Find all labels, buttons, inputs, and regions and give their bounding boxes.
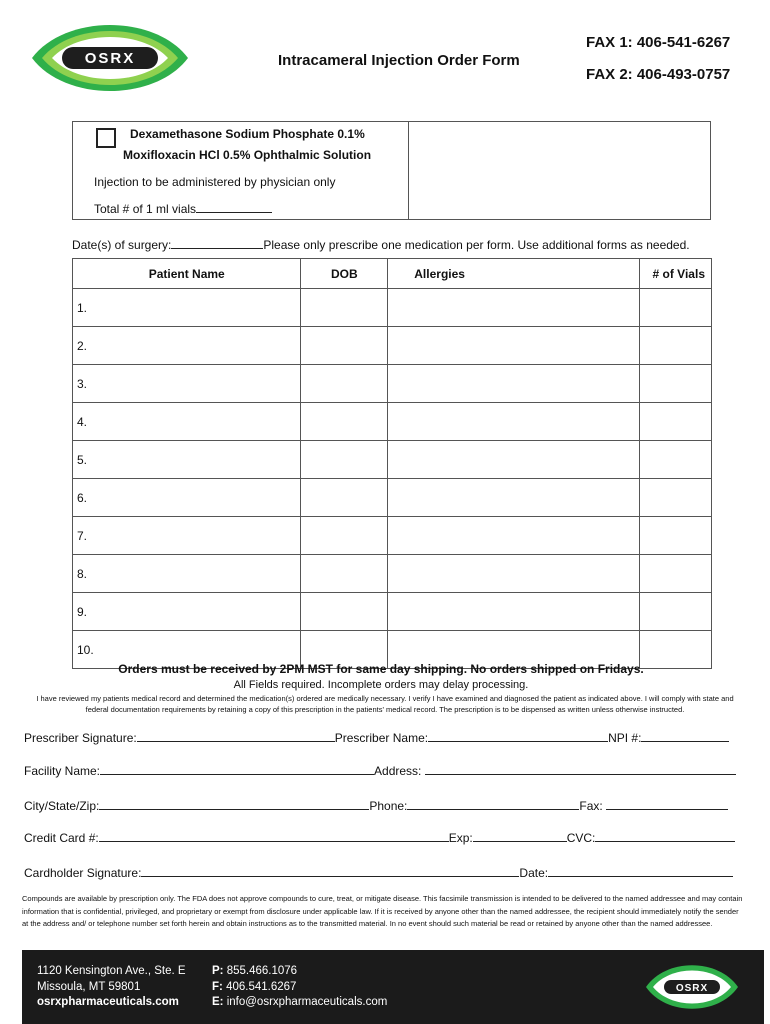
facility-name-label: Facility Name: xyxy=(24,764,101,778)
patients-table xyxy=(72,258,712,669)
prescriber-name-label: Prescriber Name: xyxy=(334,731,429,745)
one-medication-note: Please only prescribe one medication per form. Use additional forms as needed. xyxy=(263,238,690,252)
total-vials-blank[interactable] xyxy=(196,200,272,213)
patient-name-cell[interactable]: 6. xyxy=(73,479,301,517)
total-vials-field[interactable] xyxy=(94,200,272,216)
dob-cell[interactable] xyxy=(301,327,388,365)
vials-cell[interactable] xyxy=(639,403,711,441)
logo-text: OSRX xyxy=(84,50,136,67)
credit-card-label: Credit Card #: xyxy=(24,831,99,845)
city-state-zip-field[interactable] xyxy=(99,797,369,810)
fax-number-1: FAX 1: 406-541-6267 xyxy=(586,34,731,51)
footer-contact xyxy=(212,964,387,1011)
vials-cell[interactable] xyxy=(639,593,711,631)
city-state-zip-label: City/State/Zip: xyxy=(24,799,100,813)
patient-name-cell[interactable]: 2. xyxy=(73,327,301,365)
footer xyxy=(22,950,764,1024)
credit-card-field[interactable] xyxy=(99,829,449,842)
vials-cell[interactable] xyxy=(639,441,711,479)
cvc-field[interactable] xyxy=(595,829,735,842)
vials-cell[interactable] xyxy=(639,327,711,365)
footer-logo-text: OSRX xyxy=(675,983,709,994)
medication-line-2: Moxifloxacin HCl 0.5% Ophthalmic Solution xyxy=(123,148,372,162)
npi-label: NPI #: xyxy=(608,731,642,745)
header-dob: DOB xyxy=(301,259,388,289)
legal-fine-print: Compounds are available by prescription only. The FDA does not approve compounds to cure, treat, or mitigate disease. This facsimile transmission is intended to be delivered to the named addressee and may contain information that is confidential, privileged, and proprietary or exempt from disclosure under applicable law. If it is received by anyone other than the named addressee, the recipient should immediately notify the sender at the address and/ or telephone number set forth herein and obtain instructions as to the transmitted material. In no event should such material be read or retained by anyone other than the named addressee. xyxy=(22,894,743,928)
allergies-cell[interactable] xyxy=(388,593,639,631)
exp-label: Exp: xyxy=(448,831,473,845)
dob-cell[interactable] xyxy=(301,365,388,403)
npi-field[interactable] xyxy=(641,729,729,742)
footer-osrx-logo xyxy=(644,956,740,1018)
patient-name-cell[interactable]: 7. xyxy=(73,517,301,555)
footer-address-line-2: Missoula, MT 59801 xyxy=(37,980,141,993)
date-field[interactable] xyxy=(548,864,733,877)
footer-fax: 406.541.6267 xyxy=(226,980,297,993)
table-header-row xyxy=(73,259,712,289)
cardholder-row xyxy=(24,864,733,880)
dob-cell[interactable] xyxy=(301,517,388,555)
footer-phone-label: P: xyxy=(212,965,224,977)
prescriber-row xyxy=(24,729,729,745)
city-row xyxy=(24,797,728,813)
table-row xyxy=(73,555,712,593)
fax-label: Fax: xyxy=(579,799,603,813)
medication-checkbox[interactable] xyxy=(96,128,116,148)
allergies-cell[interactable] xyxy=(388,441,639,479)
vials-cell[interactable] xyxy=(639,479,711,517)
patient-name-cell[interactable]: 4. xyxy=(73,403,301,441)
patient-name-cell[interactable]: 5. xyxy=(73,441,301,479)
allergies-cell[interactable] xyxy=(388,479,639,517)
vials-cell[interactable] xyxy=(639,289,711,327)
footer-phone[interactable]: 855.466.1076 xyxy=(226,965,298,977)
orders-notice: Orders must be received by 2PM MST for same day shipping. No orders shipped on Fridays. xyxy=(118,662,644,676)
dob-cell[interactable] xyxy=(301,479,388,517)
phone-label: Phone: xyxy=(369,799,408,813)
admin-note: Injection to be administered by physician only xyxy=(94,175,336,189)
prescriber-signature-label: Prescriber Signature: xyxy=(24,731,137,745)
header-patient-name: Patient Name xyxy=(73,259,301,289)
medication-box-divider xyxy=(408,122,409,219)
dob-cell[interactable] xyxy=(301,289,388,327)
dob-cell[interactable] xyxy=(301,403,388,441)
date-label: Date: xyxy=(519,866,549,880)
table-row xyxy=(73,441,712,479)
facility-name-field[interactable] xyxy=(100,762,374,775)
allergies-cell[interactable] xyxy=(388,365,639,403)
surgery-dates-blank[interactable] xyxy=(171,236,263,249)
footer-fax-label: F: xyxy=(212,980,223,993)
header-vials: # of Vials xyxy=(639,259,711,289)
surgery-dates-row xyxy=(72,236,690,252)
allergies-cell[interactable] xyxy=(388,289,639,327)
allergies-cell[interactable] xyxy=(388,555,639,593)
vials-cell[interactable] xyxy=(639,517,711,555)
table-row xyxy=(73,403,712,441)
patient-name-cell[interactable]: 8. xyxy=(73,555,301,593)
table-row xyxy=(73,365,712,403)
dob-cell[interactable] xyxy=(301,441,388,479)
dob-cell[interactable] xyxy=(301,593,388,631)
table-row xyxy=(73,327,712,365)
cvc-label: CVC: xyxy=(566,831,596,845)
attestation-text: I have reviewed my patients medical record and determined the medication(s) ordered are medically necessary. I verify I have examined and diagnosed the patient as indicated above. I will comply with state and federal documentation requirements by retaining a copy of this prescription in the patients' medical record. The prescription is to be dispensed as written unless otherwise instructed. xyxy=(36,694,734,714)
osrx-logo xyxy=(30,12,190,104)
footer-website-link[interactable]: osrxpharmaceuticals.com xyxy=(37,996,179,1008)
fax-field[interactable] xyxy=(606,797,728,810)
footer-address-line-1: 1120 Kensington Ave., Ste. E xyxy=(37,965,186,977)
footer-email-label: E: xyxy=(212,996,224,1008)
patient-name-cell[interactable]: 3. xyxy=(73,365,301,403)
exp-field[interactable] xyxy=(473,829,567,842)
footer-email-link[interactable]: info@osrxpharmaceuticals.com xyxy=(226,996,388,1008)
patient-name-cell[interactable]: 10. xyxy=(73,631,301,669)
address-label: Address: xyxy=(374,764,422,778)
all-fields-notice: All Fields required. Incomplete orders may delay processing. xyxy=(233,679,529,691)
facility-row xyxy=(24,762,736,778)
cardholder-signature-field[interactable] xyxy=(141,864,519,877)
dob-cell[interactable] xyxy=(301,555,388,593)
patient-name-cell[interactable]: 1. xyxy=(73,289,301,327)
prescriber-signature-field[interactable] xyxy=(137,729,335,742)
table-row xyxy=(73,289,712,327)
table-row xyxy=(73,593,712,631)
allergies-cell[interactable] xyxy=(388,517,639,555)
allergies-cell[interactable] xyxy=(388,403,639,441)
table-row xyxy=(73,517,712,555)
header-allergies: Allergies xyxy=(388,259,639,289)
form-title: Intracameral Injection Order Form xyxy=(278,52,520,69)
credit-card-row xyxy=(24,829,735,845)
vials-cell[interactable] xyxy=(639,365,711,403)
address-field[interactable] xyxy=(425,762,736,775)
phone-field[interactable] xyxy=(407,797,579,810)
patient-name-cell[interactable]: 9. xyxy=(73,593,301,631)
vials-cell[interactable] xyxy=(639,555,711,593)
surgery-dates-label: Date(s) of surgery: xyxy=(72,238,172,252)
allergies-cell[interactable] xyxy=(388,327,639,365)
total-vials-label: Total # of 1 ml vials xyxy=(94,202,197,216)
table-row xyxy=(73,479,712,517)
fax-number-2: FAX 2: 406-493-0757 xyxy=(586,66,731,83)
cardholder-signature-label: Cardholder Signature: xyxy=(24,866,142,880)
medication-line-1: Dexamethasone Sodium Phosphate 0.1% xyxy=(130,127,365,141)
prescriber-name-field[interactable] xyxy=(428,729,608,742)
footer-address xyxy=(37,964,186,1011)
